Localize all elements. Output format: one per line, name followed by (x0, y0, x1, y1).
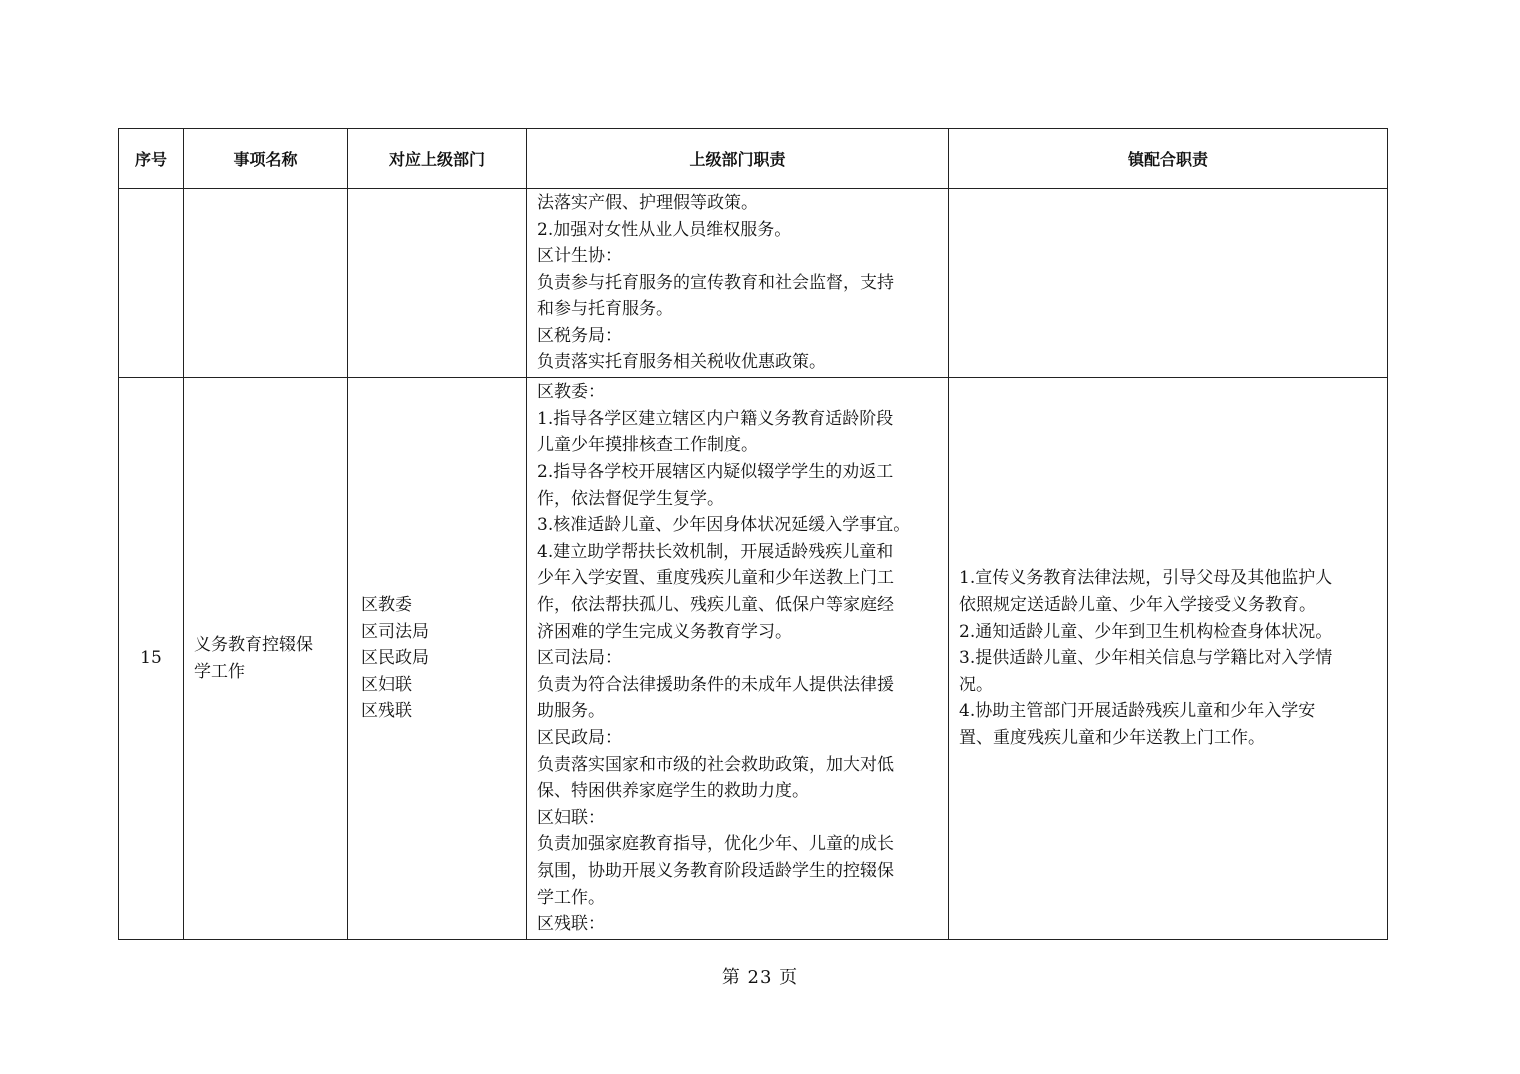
responsibility-table (118, 128, 1388, 940)
town-duties-cell (949, 189, 1388, 378)
cell-text-line: 保、特困供养家庭学生的救助力度。 (537, 781, 809, 802)
cell-text-line: 少年入学安置、重度残疾儿童和少年送教上门工 (537, 568, 894, 589)
cell-text-line: 区残联： (537, 914, 605, 935)
page-number: 第 23 页 (721, 967, 799, 988)
cell-text-line: 学工作 (194, 661, 245, 682)
cell-text-line: 作，依法帮扶孤儿、残疾儿童、低保户等家庭经 (537, 595, 894, 616)
cell-text-line: 置、重度残疾儿童和少年送教上门工作。 (959, 727, 1265, 748)
serial-cell (119, 189, 184, 378)
header-town-duties: 镇配合职责 (949, 129, 1388, 189)
cell-text-line: 负责加强家庭教育指导，优化少年、儿童的成长 (537, 834, 894, 855)
cell-text-line: 区民政局： (537, 727, 622, 748)
header-serial: 序号 (119, 129, 184, 189)
cell-text-line: 区司法局 (361, 621, 429, 642)
cell-text-line: 3.核准适龄儿童、少年因身体状况延缓入学事宜。 (537, 515, 911, 536)
cell-text-line: 区计生协： (537, 246, 622, 267)
cell-text-line: 儿童少年摸排核查工作制度。 (537, 435, 758, 456)
cell-text-line: 法落实产假、护理假等政策。 (537, 192, 758, 213)
cell-text-line: 负责落实托育服务相关税收优惠政策。 (537, 352, 826, 373)
cell-text-line: 义务教育控辍保 (194, 634, 313, 655)
header-superior-duties: 上级部门职责 (527, 129, 949, 189)
cell-text-line: 助服务。 (537, 701, 605, 722)
superior-duties-cell (527, 189, 949, 378)
cell-text-line: 和参与托育服务。 (537, 299, 673, 320)
cell-text-line: 济困难的学生完成义务教育学习。 (537, 621, 792, 642)
cell-text-line: 负责落实国家和市级的社会救助政策，加大对低 (537, 754, 894, 775)
header-row (119, 129, 1388, 189)
cell-text-line: 4.协助主管部门开展适龄残疾儿童和少年入学安 (959, 701, 1316, 722)
cell-text-line: 氛围，协助开展义务教育阶段适龄学生的控辍保 (537, 860, 894, 881)
cell-text-line: 学工作。 (537, 887, 605, 908)
cell-text-line: 4.建立助学帮扶长效机制，开展适龄残疾儿童和 (537, 541, 894, 562)
cell-text-line: 区残联 (361, 701, 412, 722)
cell-text-line: 2.加强对女性从业人员维权服务。 (537, 219, 792, 240)
cell-text-line: 负责为符合法律援助条件的未成年人提供法律援 (537, 674, 894, 695)
table-row (119, 378, 1388, 940)
cell-text-line: 3.提供适龄儿童、少年相关信息与学籍比对入学情 (959, 648, 1333, 669)
superior-dept-cell (348, 378, 527, 940)
cell-text-line: 区教委： (537, 382, 605, 403)
cell-text-line: 区教委 (361, 595, 412, 616)
serial-cell: 15 (119, 378, 184, 940)
item-name-cell (184, 378, 348, 940)
cell-text-line: 区司法局： (537, 648, 622, 669)
cell-text-line: 区税务局： (537, 325, 622, 346)
item-name-cell (184, 189, 348, 378)
header-item-name: 事项名称 (184, 129, 348, 189)
cell-text-line: 区民政局 (361, 648, 429, 669)
table-row (119, 189, 1388, 378)
cell-text-line: 2.指导各学校开展辖区内疑似辍学学生的劝返工 (537, 462, 894, 483)
superior-dept-cell (348, 189, 527, 378)
cell-text-line: 2.通知适龄儿童、少年到卫生机构检查身体状况。 (959, 621, 1333, 642)
cell-text-line: 况。 (959, 674, 993, 695)
town-duties-cell (949, 378, 1388, 940)
cell-text-line: 区妇联： (537, 807, 605, 828)
cell-text-line: 1.指导各学区建立辖区内户籍义务教育适龄阶段 (537, 408, 894, 429)
superior-duties-cell (527, 378, 949, 940)
cell-text-line: 负责参与托育服务的宣传教育和社会监督，支持 (537, 272, 894, 293)
cell-text-line: 区妇联 (361, 674, 412, 695)
cell-text-line: 1.宣传义务教育法律法规，引导父母及其他监护人 (959, 568, 1333, 589)
header-superior-dept: 对应上级部门 (348, 129, 527, 189)
cell-text-line: 依照规定送适龄儿童、少年入学接受义务教育。 (959, 595, 1316, 616)
cell-text-line: 作，依法督促学生复学。 (537, 488, 724, 509)
